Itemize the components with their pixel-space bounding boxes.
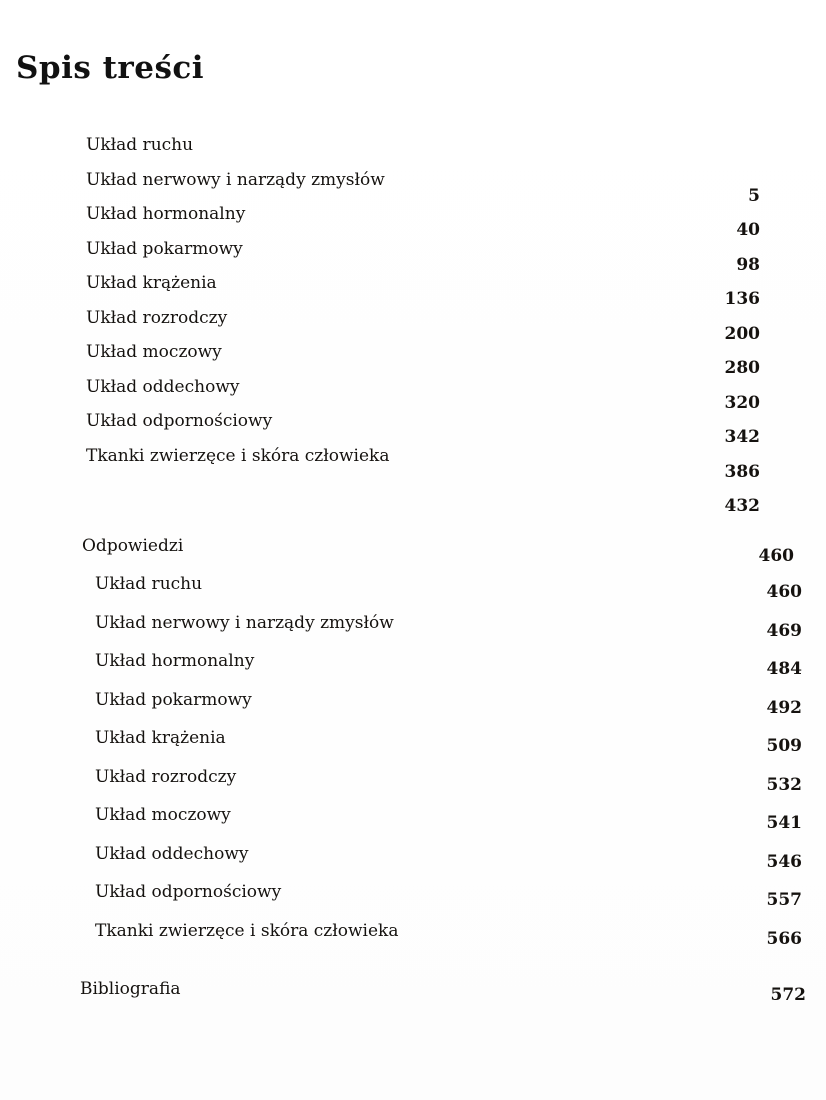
toc-entry-label: Układ oddechowy	[95, 843, 249, 864]
list-item	[0, 728, 826, 767]
toc-entry-page: 432	[724, 496, 760, 516]
toc-entry-page: 557	[766, 890, 802, 910]
list-item	[0, 690, 826, 729]
toc-entry-page: 484	[766, 659, 802, 679]
toc-entry-label: Układ moczowy	[86, 342, 222, 362]
toc-entry-label: Układ nerwowy i narządy zmysłów	[95, 612, 394, 633]
toc-entry-page: 509	[766, 736, 802, 756]
list-item	[0, 170, 826, 205]
toc-answers-heading	[0, 536, 826, 575]
toc-entry-label: Układ hormonalny	[86, 204, 246, 224]
toc-entry-page: 40	[736, 220, 760, 240]
list-item	[0, 844, 826, 883]
toc-entry-label: Układ pokarmowy	[95, 689, 252, 710]
list-item	[0, 921, 826, 960]
toc-entry-label: Układ hormonalny	[95, 651, 255, 671]
toc-entry-page: 200	[724, 323, 760, 344]
toc-entry-page: 98	[736, 254, 760, 275]
toc-answers-section	[0, 574, 826, 959]
toc-entry-label: Układ ruchu	[86, 135, 194, 155]
list-item	[0, 767, 826, 806]
toc-entry-page: 492	[766, 697, 802, 718]
list-item	[0, 882, 826, 921]
table-of-contents	[0, 135, 826, 1017]
list-item	[0, 135, 826, 170]
toc-entry-label: Układ krążenia	[86, 273, 217, 293]
list-item	[0, 574, 826, 613]
toc-entry-page: 566	[766, 928, 802, 949]
list-item	[0, 613, 826, 652]
list-item	[0, 651, 826, 690]
list-item	[0, 342, 826, 377]
list-item	[0, 239, 826, 274]
list-item	[0, 480, 826, 515]
list-item	[0, 204, 826, 239]
toc-entry-label: Tkanki zwierzęce i skóra człowieka	[86, 445, 390, 466]
toc-entry-page: 572	[770, 985, 806, 1005]
toc-entry-page: 342	[724, 427, 760, 447]
page-title: Spis treści	[16, 50, 205, 86]
list-item	[0, 411, 826, 446]
toc-entry-page: 469	[766, 620, 802, 641]
toc-entry-page: 386	[724, 461, 760, 482]
toc-bibliography-section	[0, 979, 826, 1017]
toc-entry-page: 460	[766, 582, 802, 602]
toc-entry-label: Układ odpornościowy	[86, 411, 273, 431]
toc-main-section	[0, 135, 826, 515]
toc-entry-page: 320	[724, 392, 760, 413]
toc-entry-label: Układ rozrodczy	[86, 307, 228, 328]
list-item	[0, 446, 826, 481]
toc-entry-page: 460	[758, 545, 794, 566]
toc-entry-label: Układ odpornościowy	[95, 882, 282, 902]
toc-entry-page: 280	[724, 358, 760, 378]
list-item	[0, 308, 826, 343]
list-item	[0, 805, 826, 844]
toc-entry-label: Układ moczowy	[95, 805, 231, 825]
toc-entry-label: Odpowiedzi	[82, 535, 184, 556]
toc-entry-label: Układ oddechowy	[86, 376, 240, 397]
toc-entry-label: Układ rozrodczy	[95, 766, 237, 787]
toc-entry-label: Tkanki zwierzęce i skóra człowieka	[95, 920, 399, 941]
toc-entry-label: Układ pokarmowy	[86, 238, 243, 259]
list-item	[0, 536, 826, 575]
toc-entry-page: 546	[766, 851, 802, 872]
toc-entry-page: 5	[748, 185, 760, 206]
list-item	[0, 377, 826, 412]
toc-entry-page: 136	[724, 289, 760, 309]
toc-entry-page: 532	[766, 774, 802, 795]
list-item	[0, 979, 826, 1017]
toc-entry-label: Bibliografia	[80, 979, 181, 999]
toc-entry-label: Układ krążenia	[95, 728, 226, 748]
toc-entry-label: Układ nerwowy i narządy zmysłów	[86, 169, 385, 190]
toc-entry-label: Układ ruchu	[95, 574, 203, 594]
list-item	[0, 273, 826, 308]
toc-entry-page: 541	[766, 813, 802, 833]
